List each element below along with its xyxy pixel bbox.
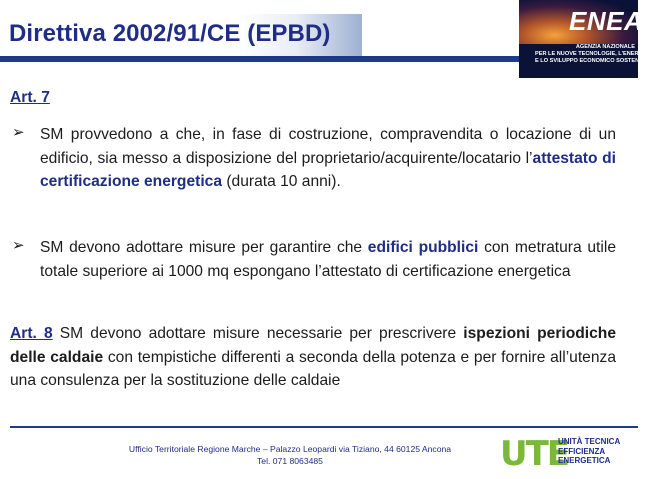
bullet-text [40,236,616,283]
art8-text-emphasis: ispezioni periodiche delle caldaie [10,325,616,366]
bullet-text-pre: SM provvedono a che, in fase di costruzione, compravendita o locazione di un edificio, sia messo a disposizione del proprietario/acquirente/locatario l’ [40,126,616,167]
bullet-text-post: (durata 10 anni). [222,173,341,190]
enea-wordmark: ENEA [569,6,644,36]
enea-tagline [535,44,653,65]
ute-logo [500,432,638,476]
ute-logo-letters: UTE [500,434,569,474]
enea-tagline-line: E LO SVILUPPO ECONOMICO SOSTENIBILE [535,58,653,64]
bullet-text-emphasis: edifici pubblici [367,239,479,256]
art8-text-post: con tempistiche differenti a seconda della potenza e per fornire all’utenza una consulenza per la sostituzione delle caldaie [10,348,616,389]
ute-logo-line: ENERGETICA [558,456,611,465]
bullet-text-post: con metratura utile totale superiore ai 1000 mq espongano l’attestato di certificazione energetica [40,239,616,280]
art8-text-pre: SM devono adottare misure necessarie per prescrivere [52,325,464,342]
slide-header [0,0,653,78]
ute-logo-line: UNITÀ TECNICA [558,437,621,446]
slide-title: Direttiva 2002/91/CE (EPBD) [9,20,331,47]
arrow-bullet-icon: ➢ [12,124,25,141]
art7-heading: Art. 7 [10,89,50,106]
bullet-text [40,123,616,194]
footer-address [100,443,480,467]
footer-address-line: Ufficio Territoriale Regione Marche – Palazzo Leopardi via Tiziano, 44 60125 Ancona [128,444,452,454]
bullet-text-emphasis: attestato di certificazione energetica [40,149,616,190]
art8-paragraph [10,322,616,393]
enea-logo [519,0,653,78]
ute-logo-line: EFFICIENZA [558,446,606,456]
header-divider [0,56,520,62]
enea-tagline-line: PER LE NUOVE TECNOLOGIE, L'ENERGIA [535,51,649,57]
bullet-text-pre: SM devono adottare misure per garantire che [40,239,368,256]
art8-label: Art. 8 [10,325,53,342]
ute-logo-text [558,437,620,466]
enea-tagline-line: AGENZIA NAZIONALE [575,44,635,50]
footer-divider [10,426,638,428]
arrow-bullet-icon: ➢ [12,237,25,254]
footer-phone: Tel. 071 8063485 [257,456,323,466]
